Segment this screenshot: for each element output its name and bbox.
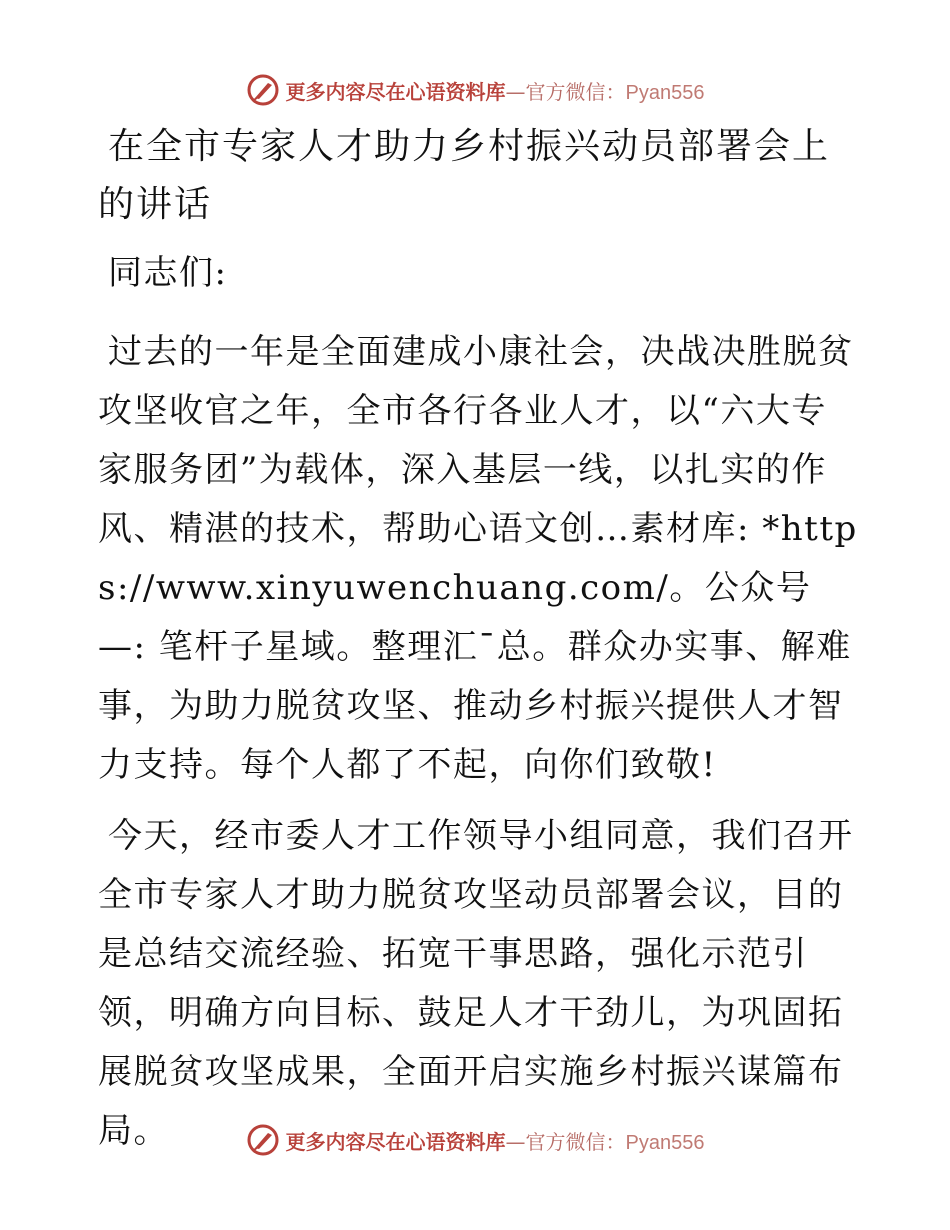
watermark-wechat-label: 官方微信： [525, 1129, 626, 1154]
watermark-wechat-id: Pyan556 [625, 81, 705, 104]
quill-logo-icon [246, 73, 280, 107]
watermark-separator: — [505, 1129, 526, 1154]
greeting: 同志们: [108, 253, 228, 293]
paragraph-2: 今天，经市委人才工作领导小组同意，我们召开全市专家人才助力脱贫攻坚动员部署会议，目的是总结交流经验、拓宽干事思路，强化示范引领，明确方向目标、鼓足人才干劲儿，为巩固拓展脱贫攻坚成果，全面开启实施乡村振兴谋篇布局。 [98, 816, 854, 1151]
quill-logo-icon [246, 1123, 280, 1157]
footer-watermark [0, 1120, 950, 1160]
document-body [98, 118, 858, 1161]
watermark-brand: 更多内容尽在心语资料库 [285, 1129, 506, 1154]
paragraph-1: 过去的一年是全面建成小康社会，决战决胜脱贫攻坚收官之年，全市各行各业人才，以“六大专家服务团”为载体，深入基层一线，以扎实的作风、精湛的技术，帮助心语文创…素材库: *https://www.xinyuwenchuang.com/。公众号—: 笔杆子星域。整理汇¯总。群众办实事、解难事，为助力脱贫攻坚、推动乡村振兴提供人才智力支持。每个人都了不起，向你们致敬! [98, 332, 858, 785]
watermark-text [286, 1126, 705, 1155]
watermark-wechat-label: 官方微信： [525, 79, 626, 104]
watermark-text [286, 76, 705, 105]
header-watermark [0, 70, 950, 110]
watermark-brand: 更多内容尽在心语资料库 [285, 79, 506, 104]
watermark-separator: — [505, 79, 526, 104]
document-title: 在全市专家人才助力乡村振兴动员部署会上的讲话 [98, 126, 831, 225]
watermark-wechat-id: Pyan556 [625, 1131, 705, 1154]
